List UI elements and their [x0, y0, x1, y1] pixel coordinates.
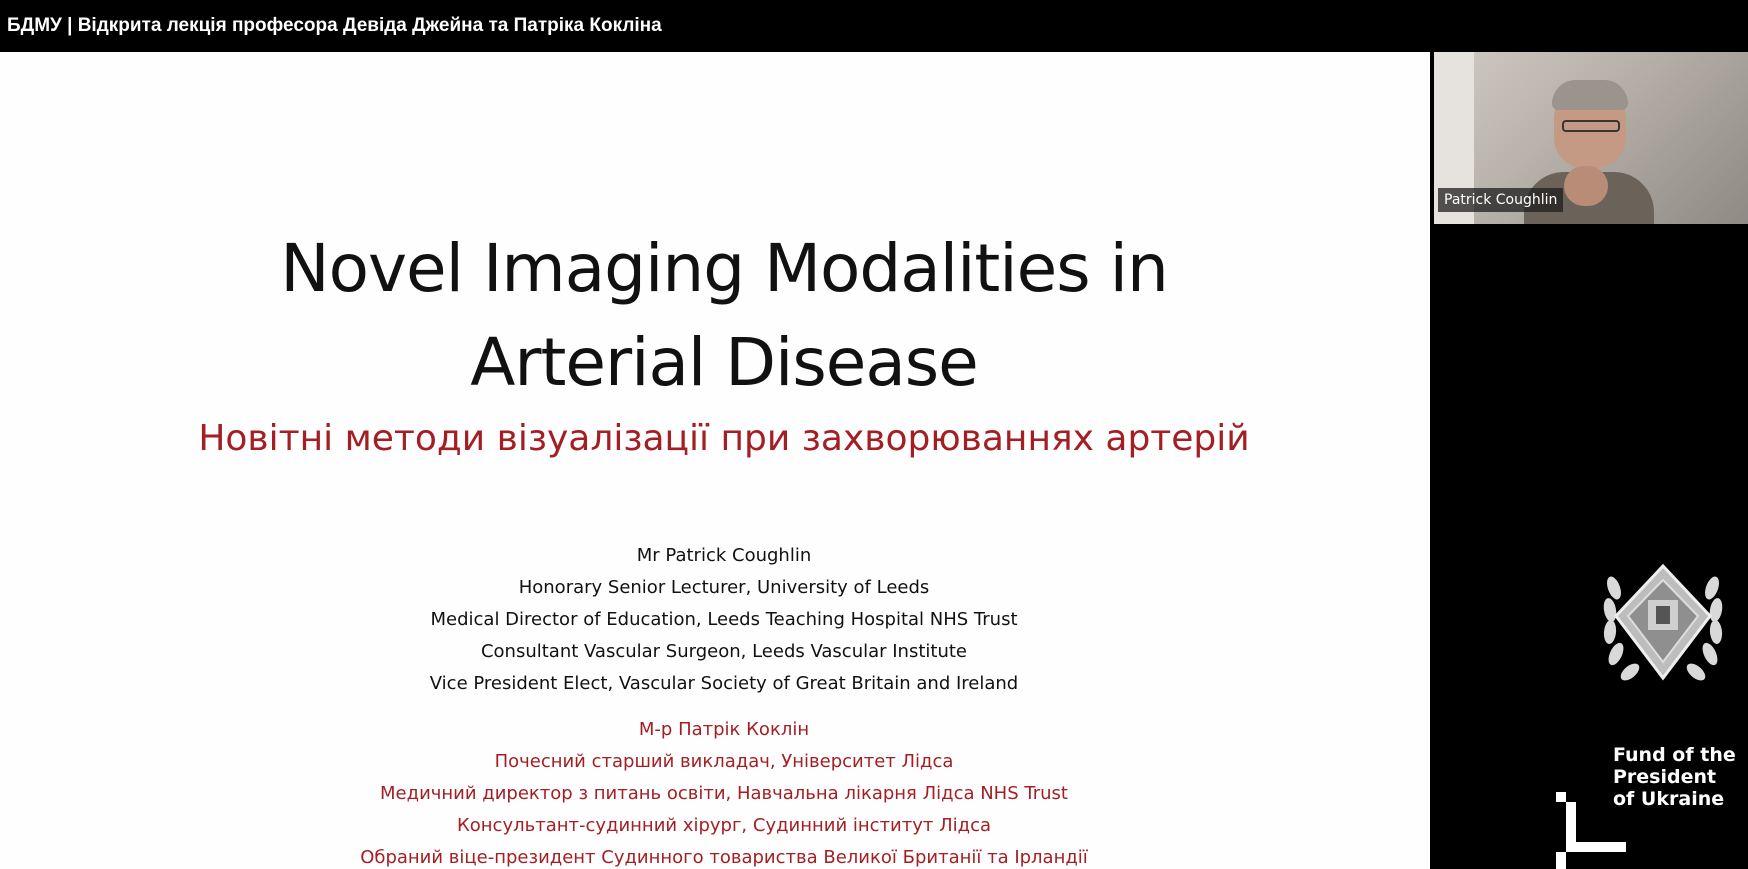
fund-logo-text [1613, 744, 1736, 810]
presentation-slide [0, 52, 1430, 869]
author-role-uk: Почесний старший викладач, Університет Лідса [494, 751, 954, 772]
window-title: БДМУ | Відкрита лекція професора Девіда Джейна та Патріка Кокліна [0, 0, 1748, 52]
author-role-en: Medical Director of Education, Leeds Teaching Hospital NHS Trust [430, 609, 1018, 630]
fund-line-3: of Ukraine [1613, 788, 1725, 810]
author-info-english [0, 540, 1430, 700]
side-panel [1430, 52, 1748, 869]
author-role-uk: Обраний віце-президент Судинного товариства Великої Британії та Ірландії [360, 847, 1088, 868]
participant-name-tag: Patrick Coughlin [1438, 188, 1563, 212]
author-info-ukrainian [0, 714, 1430, 869]
author-role-en: Consultant Vascular Surgeon, Leeds Vascular Institute [480, 641, 968, 662]
author-role-uk: Медичний директор з питань освіти, Навчальна лікарня Лідса NHS Trust [380, 783, 1068, 804]
author-role-en: Honorary Senior Lecturer, University of Leeds [518, 577, 930, 598]
author-name-en: Mr Patrick Coughlin [636, 545, 812, 566]
participant-video-tile[interactable] [1434, 52, 1748, 224]
slide-subtitle: Новітні методи візуалізації при захворюваннях артерій [198, 418, 1250, 459]
author-role-en: Vice President Elect, Vascular Society of Great Britain and Ireland [429, 673, 1019, 694]
slide-title [0, 222, 1430, 410]
fund-line-2: President [1613, 766, 1717, 788]
fund-line-1: Fund of the [1613, 744, 1736, 766]
slide-title-line-2: Arterial Disease [470, 324, 978, 401]
fund-logo-icon [1556, 792, 1626, 869]
author-name-uk: М-р Патрік Коклін [638, 719, 810, 740]
university-emblem-icon [1598, 558, 1728, 688]
author-role-uk: Консультант-судинний хірург, Судинний інститут Лідса [456, 815, 991, 836]
slide-title-line-1: Novel Imaging Modalities in [280, 230, 1168, 307]
